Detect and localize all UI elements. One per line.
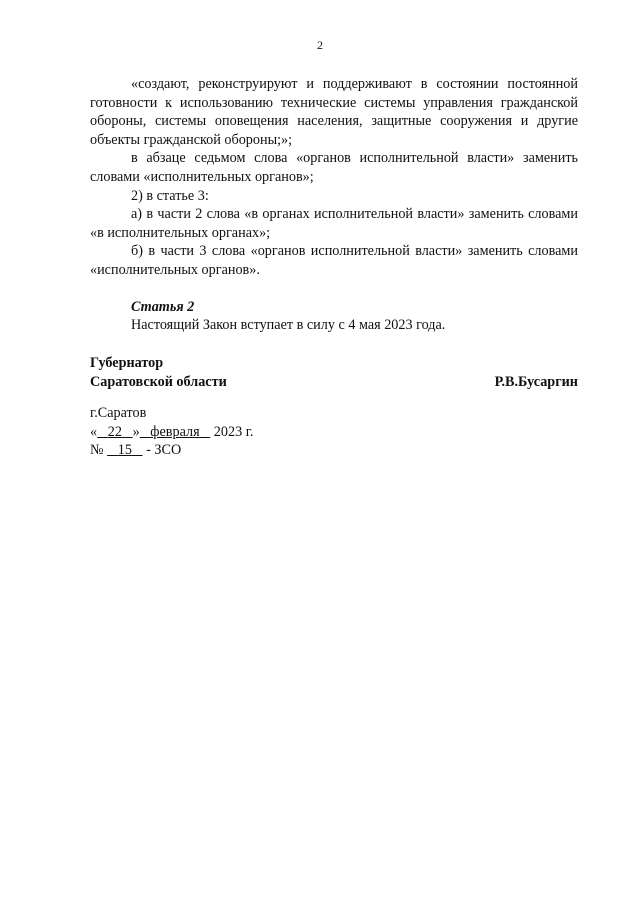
date-open-quote: « [90, 423, 98, 440]
law-number: 15 [117, 442, 132, 459]
number-suffix: - ЗСО [142, 442, 182, 459]
number-prefix: № [90, 442, 108, 459]
page-number: 2 [317, 38, 323, 52]
article-2-text: Настоящий Закон вступает в силу с 4 мая 2023 года. [131, 317, 446, 334]
signature-row [90, 373, 578, 392]
law-number-line [90, 441, 253, 460]
document-footer [90, 404, 253, 460]
date-day: 22 [107, 423, 122, 440]
date-month: февраля [150, 423, 200, 440]
date-close-quote: » [132, 423, 140, 440]
signatory-title-line1: Губернатор [90, 355, 164, 371]
signatory-name: Р.В.Бусаргин [494, 373, 578, 390]
signatory-title-line2: Саратовской области [90, 373, 227, 390]
date-line [90, 423, 253, 442]
signature-block [90, 354, 578, 391]
article-2-heading: Статья 2 [131, 298, 195, 315]
date-year: 2023 г. [210, 423, 254, 440]
paragraph-part-2: а) в части 2 слова «в органах исполнительной власти» заменить словами «в исполнительных органах»; [90, 206, 578, 241]
paragraph-article-3: 2) в статье 3: [131, 187, 209, 204]
paragraph-part-3: б) в части 3 слова «органов исполнительной власти» заменить словами «исполнительных органов». [90, 243, 578, 278]
paragraph-quote: «создают, реконструируют и поддерживают в состоянии постоянной готовности к использованию технические системы управления гражданской обороны, системы оповещения населения, защитные сооружения и другие объекты гражданской обороны;»; [90, 76, 578, 148]
paragraph-abzac-seven: в абзаце седьмом слова «органов исполнительной власти» заменить словами «исполнительных органов»; [90, 150, 578, 185]
document-body [90, 75, 578, 335]
city: г.Саратов [90, 405, 147, 421]
